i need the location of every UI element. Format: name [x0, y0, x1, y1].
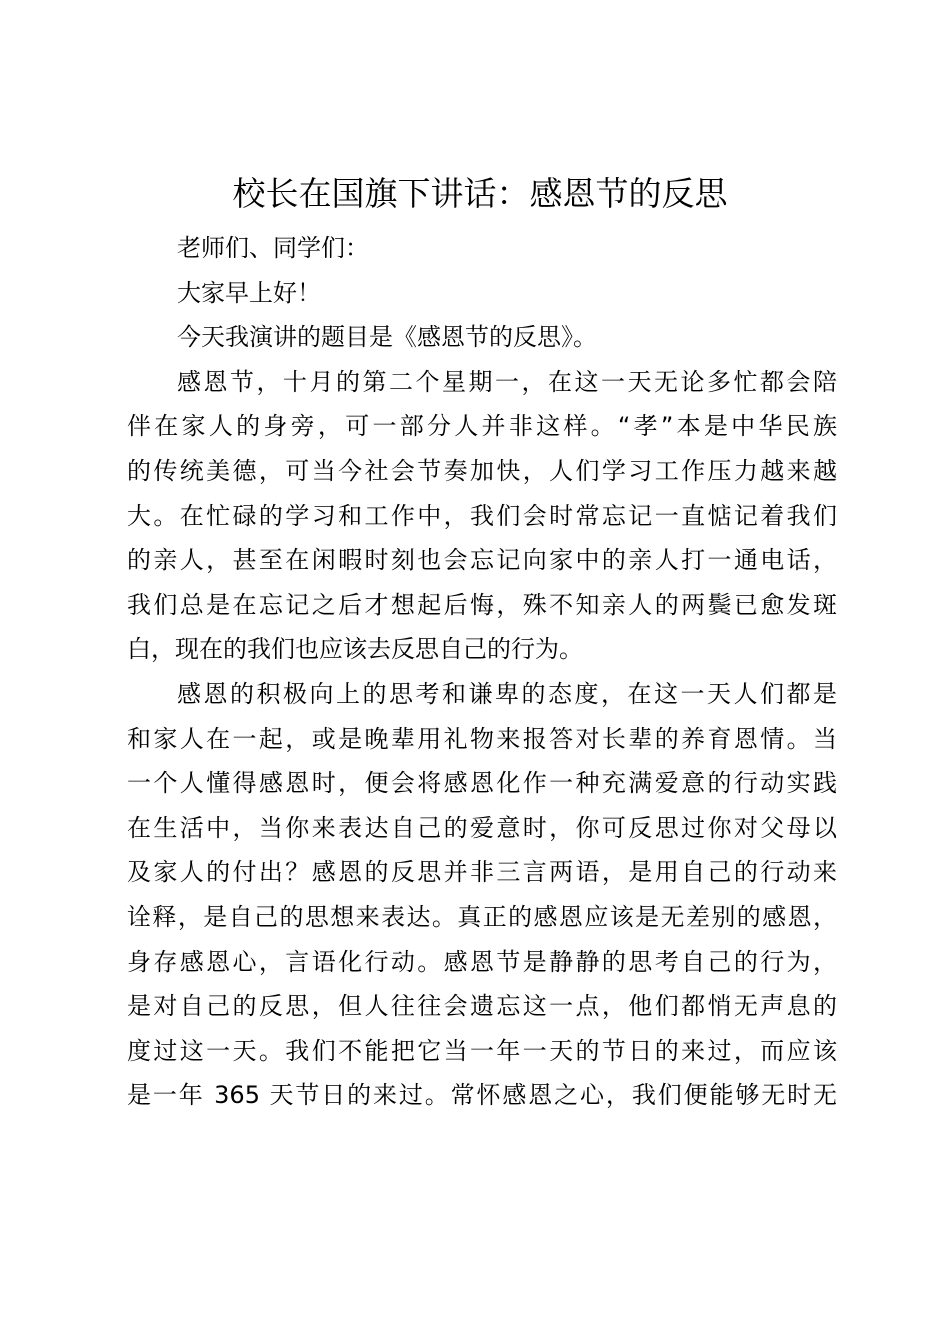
paragraph-line: 白，现在的我们也应该去反思自己的行为。 — [127, 635, 583, 664]
paragraph-line: 诠释，是自己的思想来表达。真正的感恩应该是无差别的感恩， — [127, 902, 837, 931]
paragraph-line: 大。在忙碌的学习和工作中，我们会时常忘记一直惦记着我们 — [127, 501, 837, 530]
salutation-line: 大家早上好！ — [177, 278, 321, 307]
paragraph-line: 伴在家人的身旁，可一部分人并非这样。“孝”本是中华民族 — [127, 412, 837, 441]
intro-line: 今天我演讲的题目是《感恩节的反思》。 — [177, 323, 597, 352]
document-title: 校长在国旗下讲话：感恩节的反思 — [232, 174, 728, 213]
paragraph-line: 身存感恩心，言语化行动。感恩节是静静的思考自己的行为， — [127, 947, 837, 976]
paragraph-line: 我们总是在忘记之后才想起后悔，殊不知亲人的两鬓已愈发斑 — [127, 590, 837, 619]
paragraph-line: 和家人在一起，或是晚辈用礼物来报答对长辈的养育恩情。当 — [127, 724, 837, 753]
paragraph-line: 度过这一天。我们不能把它当一年一天的节日的来过，而应该 — [127, 1036, 837, 1065]
paragraph-line: 及家人的付出？感恩的反思并非三言两语，是用自己的行动来 — [127, 858, 837, 887]
paragraph-line: 感恩节，十月的第二个星期一，在这一天无论多忙都会陪 — [177, 367, 837, 396]
document-body — [127, 226, 837, 1118]
paragraph-line: 一个人懂得感恩时，便会将感恩化作一种充满爱意的行动实践 — [127, 769, 837, 798]
paragraph-line: 感恩的积极向上的思考和谦卑的态度，在这一天人们都是 — [177, 679, 837, 708]
paragraph-2 — [127, 672, 837, 1118]
paragraph-line: 的传统美德，可当今社会节奏加快，人们学习工作压力越来越 — [127, 456, 837, 485]
paragraph-line: 是一年 365 天节日的来过。常怀感恩之心，我们便能够无时无 — [127, 1081, 837, 1110]
paragraph-line: 是对自己的反思，但人往往会遗忘这一点，他们都悄无声息的 — [127, 992, 837, 1021]
paragraph-line: 在生活中，当你来表达自己的爱意时，你可反思过你对父母以 — [127, 813, 837, 842]
greeting-line: 老师们、同学们： — [177, 234, 369, 262]
paragraph-line: 的亲人，甚至在闲暇时刻也会忘记向家中的亲人打一通电话， — [127, 546, 837, 575]
paragraph-1 — [127, 360, 837, 672]
